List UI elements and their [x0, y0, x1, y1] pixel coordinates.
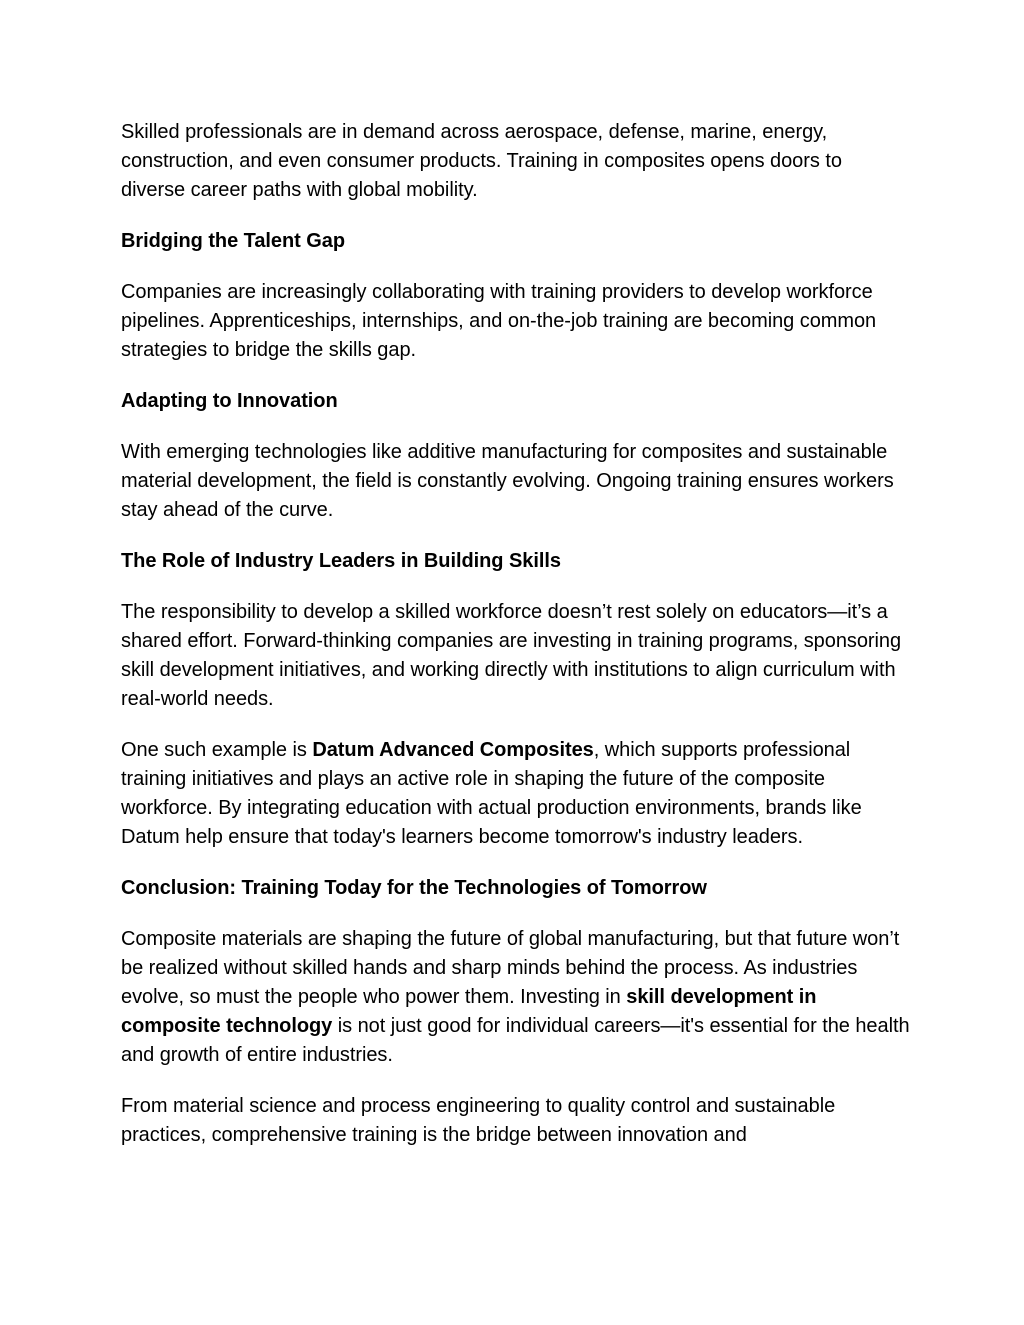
- datum-text-after: , which supports professional training initiatives and plays an active role in shaping the future of the composite workforce. By integrating education with actual production environments, brands like Datum help ensure that today's learners become tomorrow's industry leaders.: [121, 739, 862, 848]
- conclusion-text-after: is not just good for individual careers—it's essential for the health and growth of entire industries.: [121, 1015, 910, 1066]
- paragraph-career-paths: Skilled professionals are in demand across aerospace, defense, marine, energy, construction, and even consumer products. Training in composites opens doors to diverse career paths with global mobility.: [121, 121, 842, 201]
- paragraph-talent-gap: Companies are increasingly collaborating with training providers to develop workforce pipelines. Apprenticeships, internships, and on-the-job training are becoming common strategies to bridge the skills gap.: [121, 281, 877, 361]
- heading-bridging-talent-gap: Bridging the Talent Gap: [121, 230, 346, 252]
- heading-industry-leaders: The Role of Industry Leaders in Building Skills: [121, 550, 561, 572]
- paragraph-innovation: With emerging technologies like additive manufacturing for composites and sustainable material development, the field is constantly evolving. Ongoing training ensures workers stay ahead of the curve.: [121, 441, 894, 521]
- heading-conclusion: Conclusion: Training Today for the Technologies of Tomorrow: [121, 877, 707, 899]
- paragraph-conclusion: [121, 925, 911, 1070]
- skill-development-phrase: skill development in composite technology: [121, 986, 817, 1037]
- datum-company-name: Datum Advanced Composites: [312, 739, 594, 761]
- paragraph-shared-effort: The responsibility to develop a skilled workforce doesn’t rest solely on educators—it’s a shared effort. Forward-thinking companies are investing in training programs, sponsoring skill development initiatives, and working directly with institutions to align curriculum with real-world needs.: [121, 601, 902, 710]
- conclusion-text-before: Composite materials are shaping the future of global manufacturing, but that future won’t be realized without skilled hands and sharp minds behind the process. As industries evolve, so must the people who power them. Investing in: [121, 928, 900, 1008]
- paragraph-datum-example: [121, 736, 911, 852]
- heading-adapting-to-innovation: Adapting to Innovation: [121, 390, 338, 412]
- document-page: [121, 118, 911, 1172]
- paragraph-closing: From material science and process engineering to quality control and sustainable practices, comprehensive training is the bridge between innovation and: [121, 1095, 836, 1146]
- datum-text-before: One such example is: [121, 739, 313, 761]
